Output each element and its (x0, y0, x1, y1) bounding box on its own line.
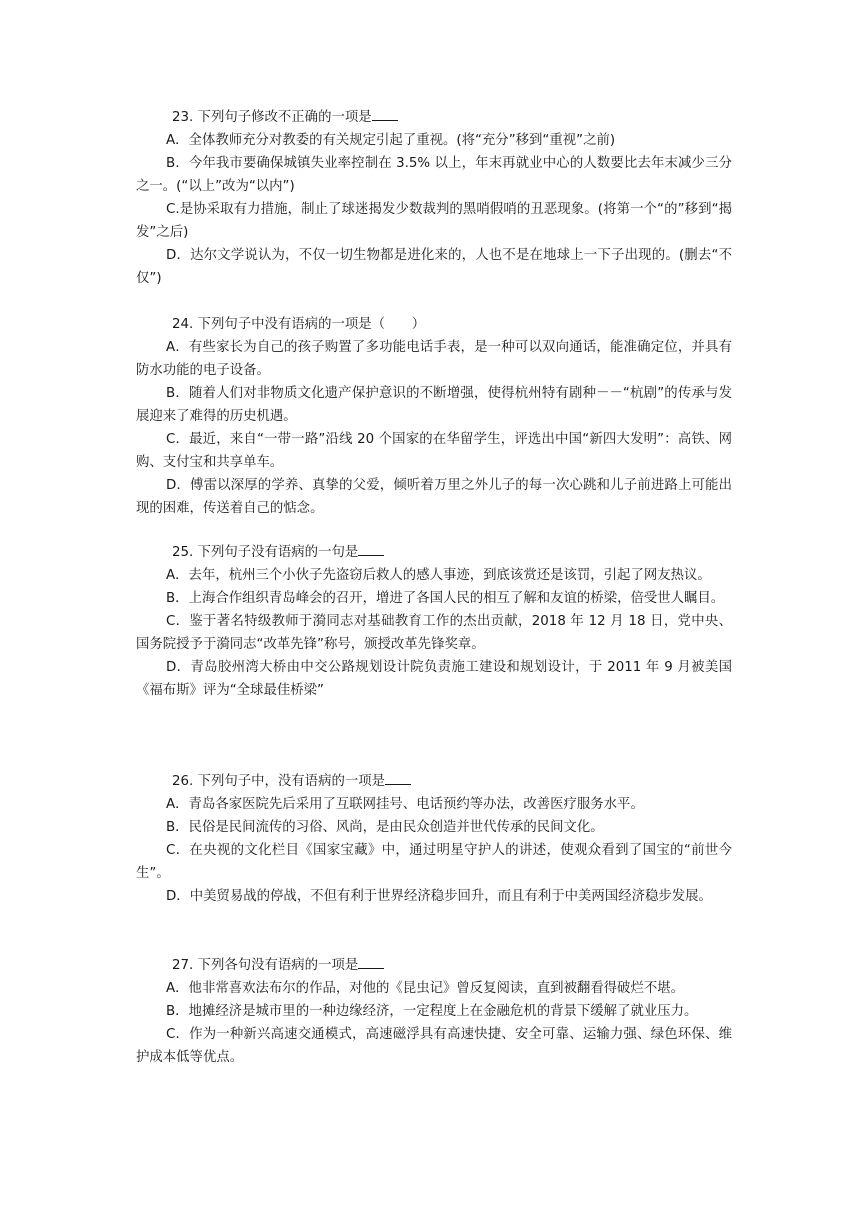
answer-blank (385, 770, 411, 785)
question-27 (136, 954, 732, 1069)
option-a: A．全体教师充分对教委的有关规定引起了重视。(将“充分”移到“重视”之前) (166, 133, 616, 148)
option-a: A．青岛各家医院先后采用了互联网挂号、电话预约等办法，改善医疗服务水平。 (166, 797, 644, 812)
option-d: D．中美贸易战的停战，不但有利于世界经济稳步回升，而且有利于中美两国经济稳步发展。 (166, 889, 712, 904)
question-stem: 26. 下列句子中，没有语病的一项是 (136, 770, 732, 793)
option-c: C．鉴于著名特级教师于漪同志对基础教育工作的杰出贡献，2018 年 12 月 18 日，党中央、国务院授予于漪同志“改革先锋”称号，颁授改革先锋奖章。 (136, 614, 732, 652)
option-b: B．民俗是民间流传的习俗、风尚，是由民众创造并世代传承的民间文化。 (166, 820, 604, 835)
answer-blank (358, 541, 384, 556)
option-c: C．最近，来自“一带一路”沿线 20 个国家的在华留学生，评选出中国“新四大发明”：高铁、网购、支付宝和共享单车。 (136, 432, 732, 470)
question-23 (136, 106, 732, 290)
option-b: B．上海合作组织青岛峰会的召开，增进了各国人民的相互了解和友谊的桥梁，倍受世人瞩目。 (166, 591, 725, 606)
answer-blank (372, 106, 398, 121)
option-a: A．有些家长为自己的孩子购置了多功能电话手表，是一种可以双向通话，能准确定位，并具有防水功能的电子设备。 (136, 340, 732, 378)
question-24 (136, 313, 732, 520)
option-d: D．傅雷以深厚的学养、真挚的父爱，倾听着万里之外儿子的每一次心跳和儿子前进路上可能出现的困难，传送着自己的惦念。 (136, 478, 732, 516)
question-stem: 23. 下列句子修改不正确的一项是 (136, 106, 732, 129)
option-d: D．达尔文学说认为，不仅一切生物都是进化来的，人也不是在地球上一下子出现的。(删去“不仅”) (136, 248, 732, 286)
question-stem: 24. 下列句子中没有语病的一项是（ ） (172, 317, 426, 332)
option-c: C.是协采取有力措施，制止了球迷揭发少数裁判的黑哨假哨的丑恶现象。(将第一个“的”移到“揭发”之后) (136, 202, 732, 240)
option-b: B．随着人们对非物质文化遗产保护意识的不断增强，使得杭州特有剧种－－“杭剧”的传承与发展迎来了难得的历史机遇。 (136, 386, 732, 424)
option-c: C．作为一种新兴高速交通模式，高速磁浮具有高速快捷、安全可靠、运输力强、绿色环保、维护成本低等优点。 (136, 1027, 732, 1065)
option-b: B．地摊经济是城市里的一种边缘经济，一定程度上在金融危机的背景下缓解了就业压力。 (166, 1004, 698, 1019)
question-25 (136, 541, 732, 702)
question-stem: 27. 下列各句没有语病的一项是 (136, 954, 732, 977)
question-26 (136, 770, 732, 908)
question-stem: 25. 下列句子没有语病的一句是 (136, 541, 732, 564)
option-d: D．青岛胶州湾大桥由中交公路规划设计院负责施工建设和规划设计，于 2011 年 9 月被美国《福布斯》评为“全球最佳桥梁” (136, 660, 732, 698)
option-a: A．去年，杭州三个小伙子先盗窃后救人的感人事迹，到底该赏还是该罚，引起了网友热议。 (166, 568, 711, 583)
option-c: C．在央视的文化栏目《国家宝藏》中，通过明星守护人的讲述，使观众看到了国宝的“前世今生”。 (136, 843, 732, 881)
option-a: A．他非常喜欢法布尔的作品，对他的《昆虫记》曾反复阅读，直到被翻看得破烂不堪。 (166, 981, 685, 996)
answer-blank (358, 954, 384, 969)
option-b: B．今年我市要确保城镇失业率控制在 3.5% 以上，年末再就业中心的人数要比去年末减少三分之一。(“以上”改为“以内”) (136, 156, 732, 194)
